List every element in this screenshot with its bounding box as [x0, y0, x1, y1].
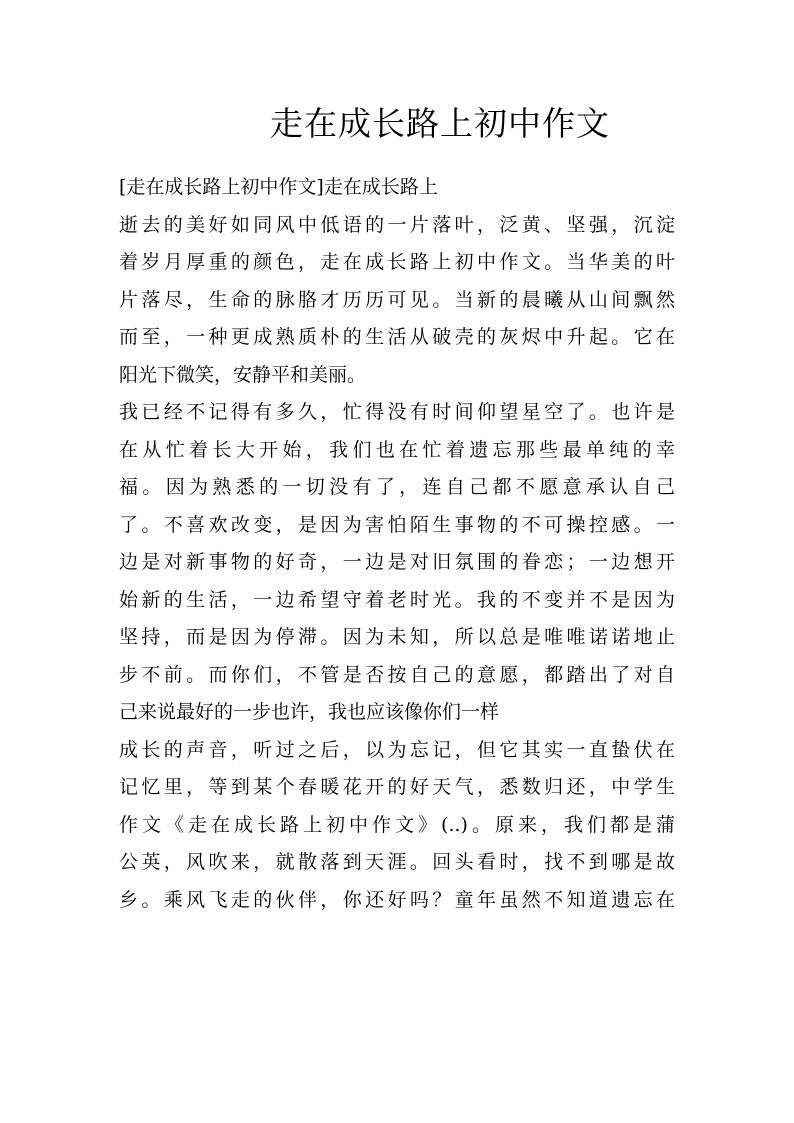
paragraph-line: 在从忙着长大开始，我们也在忙着遗忘那些最单纯的幸: [119, 438, 675, 461]
paragraph-line: 了。不喜欢改变，是因为害怕陌生事物的不可操控感。一: [119, 513, 675, 536]
paragraph-line: 乡。乘风飞走的伙伴，你还好吗？童年虽然不知道遗忘在: [119, 888, 675, 911]
paragraph-line: 坚持，而是因为停滞。因为未知，所以总是唯唯诺诺地止: [119, 626, 675, 648]
document-body: [119, 169, 675, 919]
paragraph-line: 片落尽，生命的脉胳才历历可见。当新的晨曦从山间飘然: [119, 288, 675, 311]
paragraph-line: 阳光下微笑，安静平和美丽。: [119, 363, 367, 386]
paragraph-line: 成长的声音，听过之后，以为忘记，但它其实一直蛰伏在: [119, 738, 675, 761]
paragraph-line: 作文《走在成长路上初中作文》(..)。原来，我们都是蒲: [119, 813, 675, 836]
paragraph-line: 记忆里，等到某个春暖花开的好天气，悉数归还，中学生: [119, 776, 675, 798]
paragraph-line: 边是对新事物的好奇，一边是对旧氛围的眷恋；一边想开: [119, 551, 675, 573]
paragraph-line: 我已经不记得有多久，忙得没有时间仰望星空了。也许是: [119, 401, 675, 423]
paragraph-line: 步不前。而你们，不管是否按自己的意愿，都踏出了对自: [119, 663, 675, 686]
paragraph-line: 己来说最好的一步也许，我也应该像你们一样: [119, 701, 500, 723]
paragraph-line: 始新的生活，一边希望守着老时光。我的不变并不是因为: [119, 588, 675, 611]
paragraph-line: 着岁月厚重的颜色，走在成长路上初中作文。当华美的叶: [119, 251, 675, 273]
document-title: 走在成长路上初中作文: [270, 104, 610, 143]
subtitle-line: [走在成长路上初中作文]走在成长路上: [119, 176, 438, 198]
paragraph-line: 逝去的美好如同风中低语的一片落叶，泛黄、坚强，沉淀: [119, 213, 675, 236]
paragraph-line: 公英，风吹来，就散落到天涯。回头看时，找不到哪是故: [119, 851, 675, 873]
paragraph-line: 而至，一种更成熟质朴的生活从破壳的灰烬中升起。它在: [119, 326, 675, 348]
paragraph-line: 福。因为熟悉的一切没有了，连自己都不愿意承认自己: [119, 476, 675, 498]
